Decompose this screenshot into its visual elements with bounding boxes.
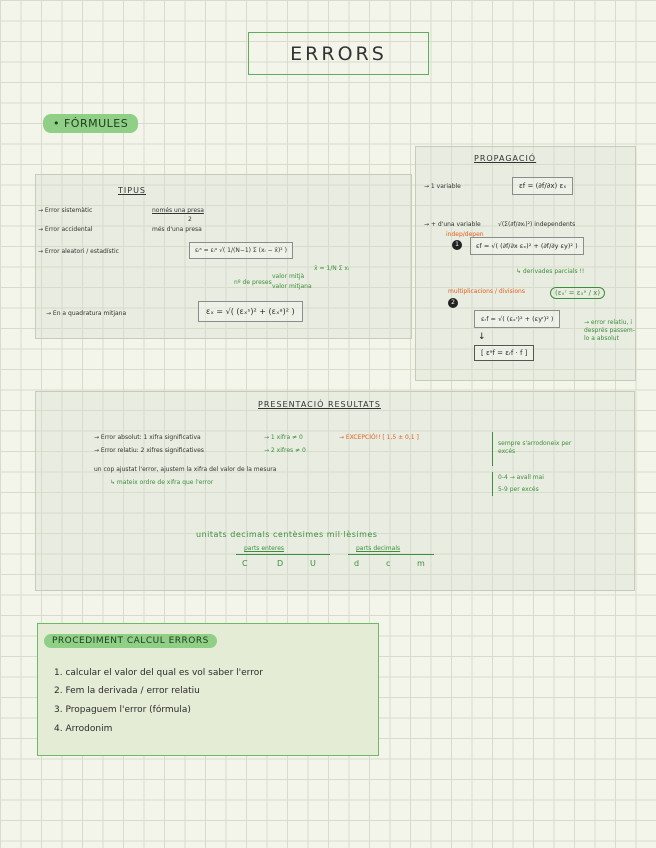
group1-bracket <box>236 554 330 555</box>
multiplicacions-note: multiplicacions / divisions <box>448 288 525 295</box>
one-var-formula: εf = (∂f/∂x) εₓ <box>512 177 573 195</box>
page-title: ERRORS <box>248 32 429 75</box>
ajustar-line: un cop ajustat l'error, ajustem la xifra del valor de la mesura <box>94 466 277 473</box>
procediment-panel <box>37 623 379 756</box>
tipus-panel <box>35 174 412 339</box>
step-4: 4. Arrodonim <box>54 724 113 734</box>
error-absolut-suffix: → 1 xifra ≠ 0 <box>264 434 303 441</box>
formules-heading: • FÓRMULES <box>43 114 138 133</box>
error-absolut-line: → Error absolut: 1 xifra significativa <box>94 434 201 441</box>
propagacio-heading: PROPAGACIÓ <box>474 154 537 163</box>
error-relatiu-line: → Error relatiu: 2 xifres significatives <box>94 447 204 454</box>
brace-line-1 <box>492 432 493 466</box>
note-valor-mitja: valor mitjà <box>272 273 305 280</box>
error-accidental-label: → Error accidental <box>38 226 93 233</box>
presentacio-panel <box>35 391 635 591</box>
group2-bracket <box>348 554 434 555</box>
relative-propagation-formula: εᵣf = √( (εₓʳ)² + (εyʳ)² ) <box>474 310 560 328</box>
note-mitjana: valor mitjana <box>272 283 312 290</box>
units-heading: unitats decimals centèsimes mil·lèsimes <box>196 530 378 539</box>
propagacio-panel <box>415 146 636 381</box>
indep-depen-note: indep/depen <box>446 231 484 238</box>
group1-letter-u: U <box>310 559 316 568</box>
step-2: 2. Fem la derivada / error relatiu <box>54 686 200 696</box>
group2-letter-c: c <box>386 559 391 568</box>
brace-line-2 <box>492 472 493 496</box>
multi-var-formula: εf = √( (∂f/∂x εₓ)² + (∂f/∂y εy)² ) <box>470 237 584 255</box>
absolute-final-formula: [ εᵃf = εᵣf · f ] <box>474 345 534 361</box>
presentacio-heading: PRESENTACIÓ RESULTATS <box>258 400 381 409</box>
excepcio-note: → EXCEPCIÓ!! [ 1,5 ± 0,1 ] <box>339 434 419 441</box>
error-aleatori-formula: εᵢᵃ = εᵢᵃ √( 1/(N−1) Σ (xᵢ − x̄)² ) <box>189 242 293 259</box>
group1-letter-c: C <box>242 559 248 568</box>
error-sistematic-note: només una presa <box>152 207 204 214</box>
note-n-preses: nº de preses <box>234 279 272 286</box>
multi-var-label: → + d'una variable <box>424 221 481 228</box>
rounding-rule-2: 5-9 per excés <box>498 486 539 493</box>
group2-letter-m: m <box>417 559 425 568</box>
relatiu-absolut-note: → error relatiu, i després passem-lo a absolut <box>584 319 635 342</box>
procediment-heading: PROCEDIMENT CALCUL ERRORS <box>44 634 217 648</box>
group2-letter-d: d <box>354 559 360 568</box>
tipus-heading: TIPUS <box>118 186 147 195</box>
step-3: 3. Propaguem l'error (fórmula) <box>54 705 191 715</box>
parts-decimals-label: parts decimals <box>356 545 401 552</box>
quadratura-label: → En a quadratura mitjana <box>46 310 127 317</box>
error-accidental-note: més d'una presa <box>152 226 202 233</box>
error-relatiu-suffix: → 2 xifres ≠ 0 <box>264 447 306 454</box>
note-mean-formula: x̄ = 1/N Σ xᵢ <box>314 265 349 272</box>
step-1: 1. calcular el valor del qual es vol saber l'error <box>54 668 263 678</box>
quadratura-formula: εₓ = √( (εₓˢ)² + (εₓᵃ)² ) <box>198 301 303 322</box>
error-aleatori-label: → Error aleatori / estadístic <box>38 248 119 255</box>
rounding-rule-1: 0-4 → avall mai <box>498 474 544 481</box>
relative-error-formula: (εₓʳ = εₓᵃ / x) <box>550 287 605 299</box>
down-arrow-icon: ↓ <box>478 332 486 342</box>
circle-number-1: 1 <box>452 240 462 250</box>
circle-number-2: 2 <box>448 298 458 308</box>
error-sistematic-sub: 2 <box>188 216 192 223</box>
derivades-parcials-note: ↳ derivades parcials !! <box>516 268 585 275</box>
multi-var-note: √(Σ(∂f/∂xᵢ)²) independents <box>498 221 576 228</box>
group1-letter-d: D <box>277 559 284 568</box>
arrodoneix-note: sempre s'arrodoneix per excés <box>498 440 572 455</box>
error-sistematic-label: → Error sistemàtic <box>38 207 93 214</box>
one-var-label: → 1 variable <box>424 183 461 190</box>
parts-enteres-label: parts enteres <box>244 545 285 552</box>
mateix-ordre-line: ↳ mateix ordre de xifra que l'error <box>110 479 214 486</box>
